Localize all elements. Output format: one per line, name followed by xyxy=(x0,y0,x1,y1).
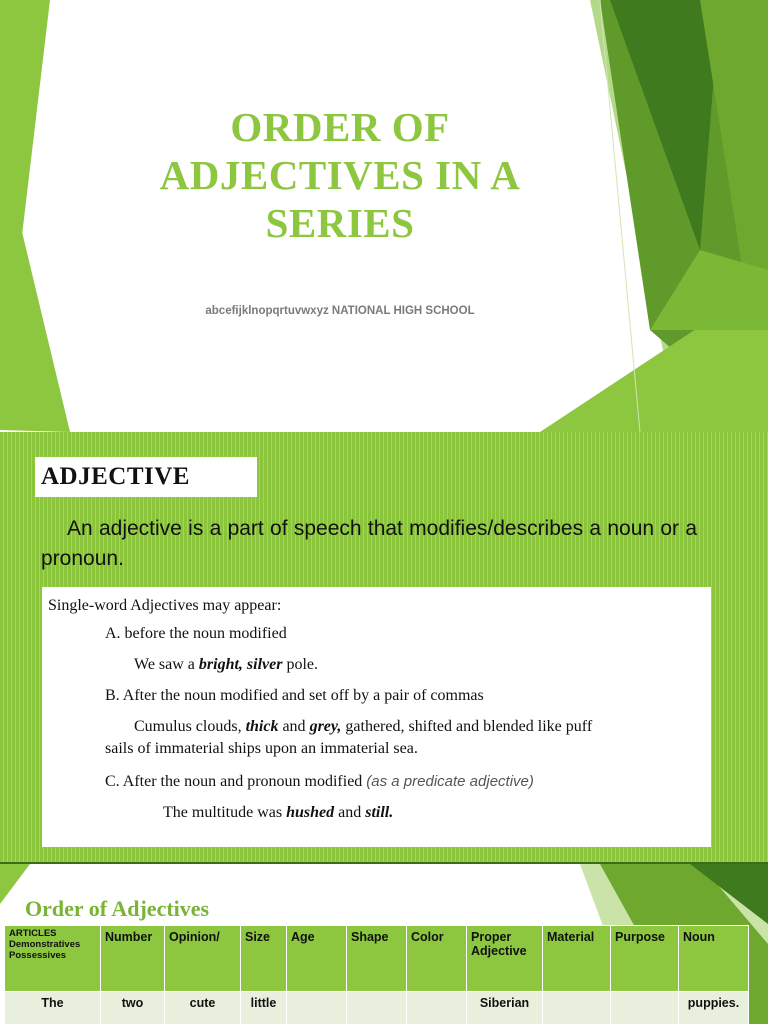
example-b-line1 xyxy=(134,718,592,736)
header-number: Number xyxy=(101,926,165,992)
cell-proper-adjective: Siberian xyxy=(467,992,543,1024)
example-a-emphasis: bright, silver xyxy=(198,656,283,673)
cell-size: little xyxy=(241,992,287,1024)
order-of-adjectives-table xyxy=(4,925,749,1024)
cell-material xyxy=(543,992,611,1024)
left-triangle-bottom xyxy=(0,140,70,432)
order-table-slide xyxy=(0,862,768,1024)
cell-shape xyxy=(347,992,407,1024)
header-purpose: Purpose xyxy=(611,926,679,992)
table-header-row xyxy=(5,926,749,992)
adjective-definition-slide xyxy=(0,432,768,862)
header-articles: ARTICLES Demonstratives Possessives xyxy=(5,926,101,992)
example-a xyxy=(134,656,318,674)
header-color: Color xyxy=(407,926,467,992)
order-table-title: Order of Adjectives xyxy=(25,896,210,921)
presentation-title: ORDER OF ADJECTIVES IN A SERIES xyxy=(159,104,521,246)
header-age: Age xyxy=(287,926,347,992)
rule-c xyxy=(105,773,534,791)
header-material: Material xyxy=(543,926,611,992)
cell-number: two xyxy=(101,992,165,1024)
examples-panel xyxy=(42,587,711,847)
header-size: Size xyxy=(241,926,287,992)
example-c-mid: and xyxy=(334,804,366,821)
rule-a: A. before the noun modified xyxy=(105,625,287,642)
header-proper-adjective: Proper Adjective xyxy=(467,926,543,992)
example-b-pre: Cumulus clouds, xyxy=(134,718,246,735)
example-a-post: pole. xyxy=(282,656,319,673)
table-row xyxy=(5,992,749,1024)
header-opinion: Opinion/ xyxy=(165,926,241,992)
example-b-emphasis1: thick xyxy=(245,718,279,735)
cell-age xyxy=(287,992,347,1024)
adjective-definition: An adjective is a part of speech that modifies/describes a noun or a pronoun. xyxy=(41,517,697,570)
example-c-emphasis2: still. xyxy=(365,804,394,821)
example-c xyxy=(163,804,393,822)
school-subtitle: abcefijklnopqrtuvwxyz NATIONAL HIGH SCHOOL xyxy=(205,305,475,317)
title-slide xyxy=(0,0,768,432)
example-c-pre: The multitude was xyxy=(163,804,287,821)
cell-opinion: cute xyxy=(165,992,241,1024)
example-b-emphasis2: grey, xyxy=(309,718,342,735)
rule-c-note: (as a predicate adjective) xyxy=(366,773,534,790)
header-noun: Noun xyxy=(679,926,749,992)
adjective-heading: ADJECTIVE xyxy=(41,463,190,490)
example-c-emphasis1: hushed xyxy=(286,804,335,821)
cell-purpose xyxy=(611,992,679,1024)
rule-b: B. After the noun modified and set off by a pair of commas xyxy=(105,687,484,704)
example-b-line2: sails of immaterial ships upon an immaterial sea. xyxy=(105,740,418,757)
cell-color xyxy=(407,992,467,1024)
example-a-pre: We saw a xyxy=(134,656,199,673)
rule-c-label: C. After the noun and pronoun modified xyxy=(105,773,367,790)
cell-article: The xyxy=(5,992,101,1024)
cell-noun: puppies. xyxy=(679,992,749,1024)
panel-intro: Single-word Adjectives may appear: xyxy=(48,597,282,614)
example-b-post: gathered, shifted and blended like puff xyxy=(341,718,593,735)
example-b-mid: and xyxy=(278,718,310,735)
header-shape: Shape xyxy=(347,926,407,992)
